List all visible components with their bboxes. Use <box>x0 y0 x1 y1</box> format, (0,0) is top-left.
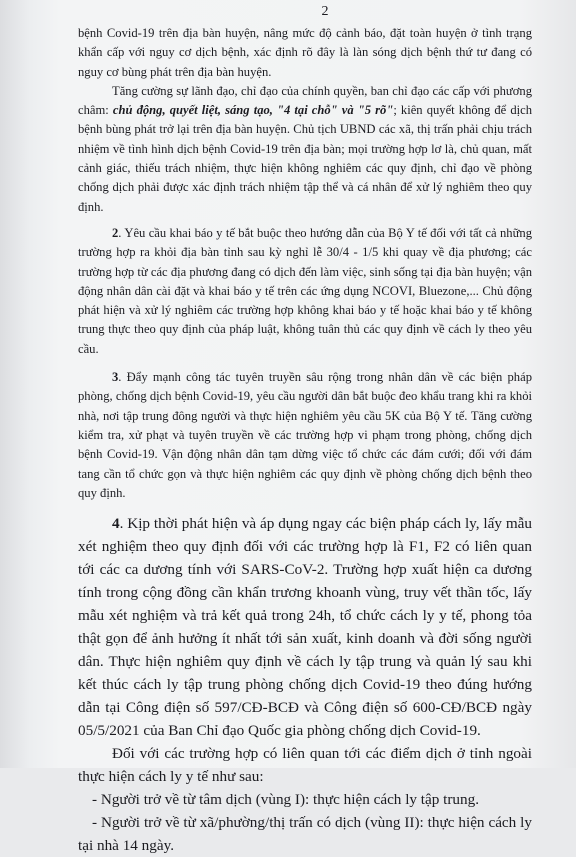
item-3-number: 3 <box>112 370 119 385</box>
closing-bullet-1: - Người trở về từ tâm dịch (vùng I): thực hiện cách ly tập trung. <box>92 791 480 809</box>
item-4-text: . Kịp thời phát hiện và áp dụng ngay các biện pháp cách ly, lấy mẫu xét nghiệm theo quy định đối với các trường hợp là F1, F2 có liên quan tới các ca dương tính với SARS-CoV-2. Trường hợp xuất hiện ca dương tính trong cộng đồng cần khẩn trương khoanh vùng, truy vết thần tốc, lấy mẫu xét nghiệm và trả kết quả trong 24h, tổ chức cách ly y tế, phong tỏa thật gọn để ảnh hưởng ít nhất tới sản xuất, kinh doanh và đời sống người dân. Thực hiện nghiêm quy định về cách ly tập trung và quản lý sau khi kết thúc cách ly tập trung phòng chống dịch Covid-19 theo đúng hướng dẫn tại Công điện số 597/CĐ-BCĐ và Công điện số 600-CĐ/BCĐ ngày 05/5/2021 của Ban Chỉ đạo Quốc gia phòng chống dịch Covid-19. <box>78 515 532 740</box>
item-4-paragraph <box>78 512 532 742</box>
leadership-text-start: Tăng cường sự lãnh đạo, chỉ đạo của chính quyền, ban chỉ đạo các cấp với phương châm: <box>78 83 532 118</box>
motto-emphasis: chủ động, quyết liệt, sáng tạo, "4 tại chỗ" và "5 rõ" <box>112 103 394 118</box>
closing-bullet-2: - Người trở về từ xã/phường/thị trấn có dịch (vùng II): thực hiện cách ly tại nhà 14 ngày. <box>78 814 532 855</box>
item-4-number: 4 <box>112 515 120 533</box>
leadership-text-end: ; kiên quyết không để dịch bệnh bùng phát trở lại trên địa bàn huyện. Chủ tịch UBND các xã, thị trấn phải chịu trách nhiệm về tình hình dịch bệnh Covid-19 trên địa bàn; mọi trường hợp lơ là, chủ quan, mất cảnh giác, thiếu trách nhiệm, thực hiện không nghiêm các quy định, chỉ đạo về phòng chống dịch phải được xác định trách nhiệm tập thể và cá nhân để xử lý nghiêm theo quy định. <box>78 103 533 214</box>
item-2-number: 2 <box>112 225 119 240</box>
leadership-paragraph <box>78 82 532 217</box>
page-number: 2 <box>321 4 329 19</box>
item-2-paragraph <box>78 224 532 359</box>
closing-intro: Đối với các trường hợp có liên quan tới các điểm dịch ở tỉnh ngoài thực hiện cách ly y tế như sau: <box>78 745 532 786</box>
item-2-text: . Yêu cầu khai báo y tế bắt buộc theo hướng dẫn của Bộ Y tế đối với tất cả những trường hợp ra khỏi địa bàn tỉnh sau kỳ nghỉ lễ 30/4 - 1/5 khi quay về địa phương; các trường hợp từ các địa phương đang có dịch đến làm việc, sinh sống tại địa bàn huyện; vận động nhân dân cài đặt và khai báo y tế trên các ứng dụng NCOVI, Bluezone,... Chủ động phát hiện và xử lý nghiêm các trường hợp không khai báo y tế hoặc khai báo y tế không trung thực theo quy định của pháp luật, không tuân thủ các quy định về cách ly theo yêu cầu. <box>78 225 532 356</box>
item-3-paragraph <box>78 368 532 503</box>
item-3-text: . Đẩy mạnh công tác tuyên truyền sâu rộng trong nhân dân về các biện pháp phòng, chống dịch bệnh Covid-19, yêu cầu người dân bắt buộc đeo khẩu trang khi ra khỏi nhà, nơi tập trung đông người và thực hiện nghiêm yêu cầu 5K của Bộ Y tế. Tăng cường kiểm tra, xử phạt và tuyên truyền về các trường hợp vi phạm trong phòng, chống dịch bệnh Covid-19. Vận động nhân dân tạm dừng việc tổ chức các đám cưới; đối với đám tang cần tổ chức gọn và thực hiện nghiêm các quy định về phòng chống dịch bệnh theo quy định. <box>78 370 532 500</box>
intro-continuation: bệnh Covid-19 trên địa bàn huyện, nâng mức độ cảnh báo, đặt toàn huyện ở tình trạng khẩn cấp với nguy cơ dịch bệnh, xác định rõ đây là làn sóng dịch bệnh thứ tư đang có nguy cơ bùng phát trên địa bàn huyện. <box>78 26 532 79</box>
